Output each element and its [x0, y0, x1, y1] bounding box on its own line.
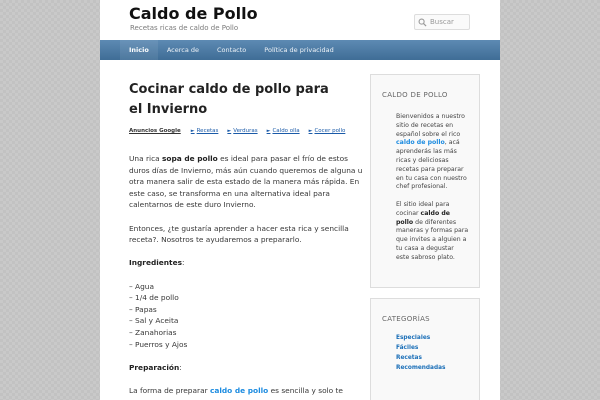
category-recetas[interactable]: Recetas: [396, 355, 422, 361]
widget-about: [370, 74, 480, 288]
search-placeholder: Buscar: [430, 18, 454, 26]
ad-links-bar: [129, 126, 369, 136]
site-title[interactable]: Caldo de Pollo: [129, 4, 258, 23]
search-icon: [418, 18, 427, 27]
category-especiales[interactable]: Especiales: [396, 335, 431, 341]
prep-heading: Preparación:: [129, 362, 182, 372]
post-title[interactable]: [129, 80, 329, 120]
list-item: – 1/4 de pollo: [129, 293, 179, 303]
main-nav: [100, 40, 500, 60]
caldo-link[interactable]: caldo de pollo: [396, 139, 445, 147]
site-header: [100, 0, 500, 40]
widget-categories: [370, 298, 480, 400]
site-description: Recetas ricas de caldo de Pollo: [130, 24, 239, 32]
post-content: [129, 80, 369, 400]
ads-label[interactable]: Anuncios Google: [129, 128, 181, 134]
arrow-right-icon: ►: [227, 128, 232, 134]
page: [100, 0, 500, 400]
ad-link-caldo-olla[interactable]: ► Caldo olla: [266, 128, 300, 134]
ad-link-verduras[interactable]: ► Verduras: [227, 128, 258, 134]
widget-title: CATEGORÍAS: [382, 315, 430, 323]
post-body: [129, 153, 369, 396]
paragraph-intro: Una rica sopa de pollo es ideal para pasar el frío de estos duros días de Invierno, más aún cuando queremos de alguna u otra manera salir de esta estado de la manera más rápida. En este caso, se transforma en una alternativa ideal para calentarnos de este duro Invierno.: [129, 154, 363, 210]
post-title-line2: el Invierno: [129, 102, 208, 117]
category-list: [396, 333, 479, 373]
search-input[interactable]: [414, 14, 470, 30]
list-item: – Sal y Aceita: [129, 316, 179, 326]
list-item: – Zanahorias: [129, 327, 177, 337]
ingredients-heading: Ingredientes:: [129, 258, 185, 268]
ad-link-recetas[interactable]: ► Recetas: [190, 128, 219, 134]
nav-item-contacto[interactable]: Contacto: [217, 46, 247, 54]
category-faciles[interactable]: Fáciles: [396, 345, 419, 351]
paragraph-question: Entonces, ¿te gustaría aprender a hacer esta rica y sencilla receta?. Nosotros te ayudaremos a prepararlo.: [129, 223, 349, 245]
widget-text: Bienvenidos a nuestro sitio de recetas en español sobre el rico caldo de pollo, acá aprenderás las más ricas y deliciosas recetas para preparar en tu casa con nuestro chef profesional. El sitio ideal para cocinar caldo de pollo de diferentes maneras y formas para que invites a alguien a tu casa a degustar este sabroso plato.: [396, 113, 469, 261]
nav-item-inicio[interactable]: Inicio: [120, 40, 158, 60]
caldo-link[interactable]: caldo de pollo: [209, 385, 269, 395]
category-recomendadas[interactable]: Recomendadas: [396, 365, 446, 371]
list-item: – Puerros y Ajos: [129, 339, 188, 349]
arrow-right-icon: ►: [308, 128, 313, 134]
ingredients-list: [129, 281, 369, 351]
post-title-line1: Cocinar caldo de pollo para: [129, 82, 329, 97]
paragraph-prep: La forma de preparar caldo de pollo es sencilla y solo te: [129, 385, 343, 395]
list-item: – Papas: [129, 304, 157, 314]
nav-item-privacidad[interactable]: Política de privacidad: [264, 46, 334, 54]
arrow-right-icon: ►: [190, 128, 195, 134]
arrow-right-icon: ►: [266, 128, 271, 134]
list-item: – Agua: [129, 281, 155, 291]
nav-item-acerca[interactable]: Acerca de: [166, 46, 200, 54]
ad-link-cocer-pollo[interactable]: ► Cocer pollo: [308, 128, 346, 134]
widget-title: CALDO DE POLLO: [382, 91, 448, 99]
